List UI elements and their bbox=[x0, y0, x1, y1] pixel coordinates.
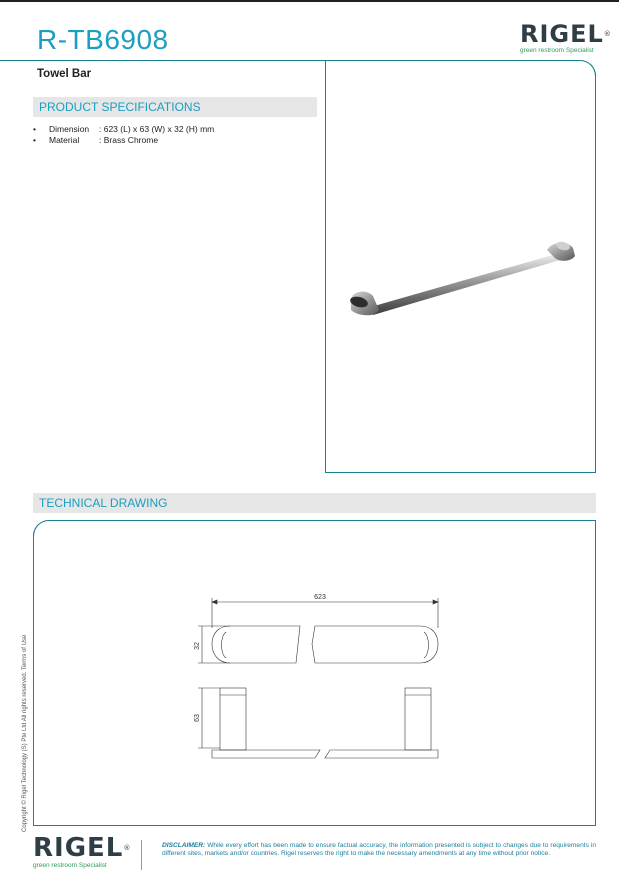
footer-brand-tagline: green restroom Specialist bbox=[33, 862, 107, 869]
product-specifications-heading: PRODUCT SPECIFICATIONS bbox=[33, 97, 317, 117]
technical-drawing-heading: TECHNICAL DRAWING bbox=[33, 493, 596, 513]
brand-logo bbox=[520, 20, 612, 54]
spec-item-dimension bbox=[33, 124, 214, 135]
frame-right-line bbox=[595, 536, 596, 826]
spec-list bbox=[33, 124, 214, 146]
brand-tagline: green restroom Specialist bbox=[520, 47, 594, 54]
disclaimer bbox=[162, 842, 596, 858]
top-rule bbox=[0, 0, 619, 2]
product-code-title: R-TB6908 bbox=[37, 24, 169, 55]
technical-drawing bbox=[190, 588, 450, 768]
spec-value: : 623 (L) x 63 (W) x 32 (H) mm bbox=[99, 124, 215, 134]
spec-label: Dimension bbox=[49, 124, 90, 134]
brand-registered-mark: ® bbox=[603, 30, 612, 38]
footer-separator bbox=[141, 840, 142, 870]
footer-brand-name: RIGEL bbox=[33, 833, 124, 863]
bullet-icon: • bbox=[33, 135, 36, 145]
bullet-icon: • bbox=[33, 124, 36, 134]
towel-bar-photo bbox=[345, 230, 580, 320]
copyright-notice: Copyright © Rigel Technology (S) Pte Ltd All rights reserved. Terms of Use bbox=[22, 634, 28, 832]
dimension-width-label: 63 bbox=[194, 714, 201, 722]
spec-label: Material bbox=[49, 135, 80, 145]
dimension-length-label: 623 bbox=[314, 594, 326, 601]
disclaimer-label: DISCLAIMER: bbox=[162, 842, 206, 849]
disclaimer-text: While every effort has been made to ensure factual accuracy, the information presented is subject to changes due to requirements in different sites, markets and/or countries. Rigel reserves the right to make the necessary amendments at any time without prior notice. bbox=[162, 842, 596, 857]
product-name: Towel Bar bbox=[37, 68, 92, 80]
footer-registered-mark: ® bbox=[123, 844, 132, 852]
spec-value: : Brass Chrome bbox=[99, 135, 159, 145]
brand-name: RIGEL bbox=[520, 20, 604, 48]
footer-brand-logo bbox=[33, 833, 132, 869]
dimension-height-label: 32 bbox=[194, 642, 201, 650]
spec-item-material bbox=[33, 135, 214, 146]
frame-top-line bbox=[33, 520, 596, 536]
